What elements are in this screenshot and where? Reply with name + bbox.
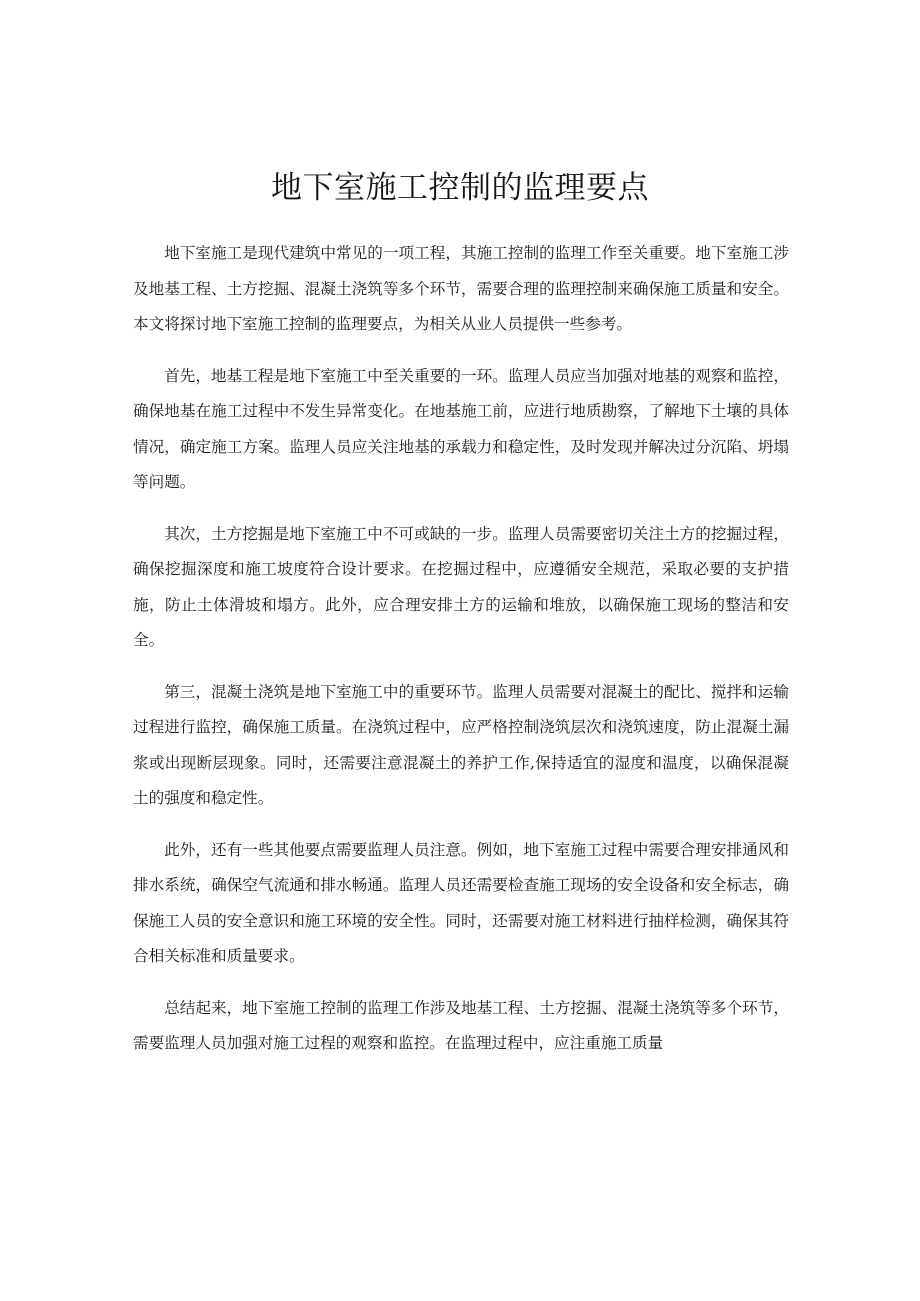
document-body — [133, 236, 789, 1078]
paragraph-concrete: 第三，混凝土浇筑是地下室施工中的重要环节。监理人员需要对混凝土的配比、搅拌和运输过程进行监控，确保施工质量。在浇筑过程中，应严格控制浇筑层次和浇筑速度，防止混凝土漏浆或出现断层现象。同时，还需要注意混凝土的养护工作,保持适宜的湿度和温度，以确保混凝土的强度和稳定性。 — [133, 682, 789, 807]
paragraph-summary: 总结起来，地下室施工控制的监理工作涉及地基工程、土方挖掘、混凝土浇筑等多个环节，需要监理人员加强对施工过程的观察和监控。在监理过程中，应注重施工质量 — [133, 998, 789, 1052]
document-title: 地下室施工控制的监理要点 — [271, 170, 649, 206]
paragraph-intro: 地下室施工是现代建筑中常见的一项工程，其施工控制的监理工作至关重要。地下室施工涉及地基工程、土方挖掘、混凝土浇筑等多个环节，需要合理的监理控制来确保施工质量和安全。本文将探讨地下室施工控制的监理要点，为相关从业人员提供一些参考。 — [133, 244, 789, 333]
paragraph-foundation: 首先，地基工程是地下室施工中至关重要的一环。监理人员应当加强对地基的观察和监控，确保地基在施工过程中不发生异常变化。在地基施工前，应进行地质勘察，了解地下土壤的具体情况，确定施工方案。监理人员应关注地基的承载力和稳定性，及时发现并解决过分沉陷、坍塌等问题。 — [133, 366, 789, 491]
paragraph-excavation: 其次，土方挖掘是地下室施工中不可或缺的一步。监理人员需要密切关注土方的挖掘过程，确保挖掘深度和施工坡度符合设计要求。在挖掘过程中，应遵循安全规范，采取必要的支护措施，防止土体滑坡和塌方。此外，应合理安排土方的运输和堆放，以确保施工现场的整洁和安全。 — [133, 524, 789, 649]
paragraph-other-points: 此外，还有一些其他要点需要监理人员注意。例如，地下室施工过程中需要合理安排通风和排水系统，确保空气流通和排水畅通。监理人员还需要检查施工现场的安全设备和安全标志，确保施工人员的安全意识和施工环境的安全性。同时，还需要对施工材料进行抽样检测，确保其符合相关标准和质量要求。 — [133, 840, 789, 965]
